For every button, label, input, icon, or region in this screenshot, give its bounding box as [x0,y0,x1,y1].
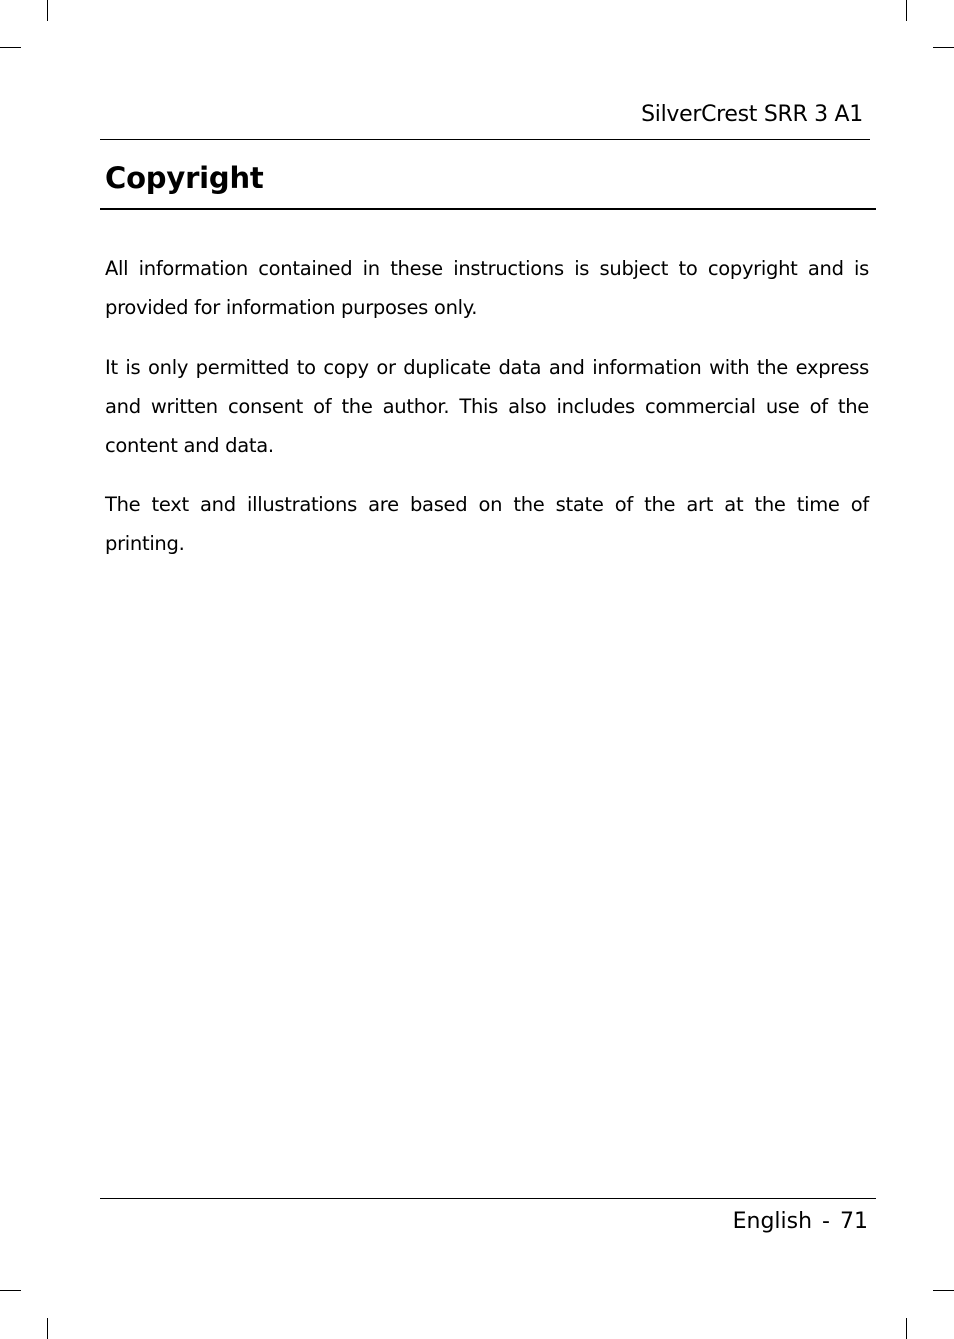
paragraph-permission: It is only permitted to copy or duplicate data and information with the express and written consent of the author. This also includes commercial use of the content and data. [105,356,869,457]
footer-language: English [732,1209,813,1234]
page-number: 71 [840,1209,868,1234]
crop-mark-bottom-right-v [906,1318,907,1339]
crop-mark-top-right-v [906,0,907,21]
page-title: Copyright [105,161,264,195]
running-header-product: SilverCrest SRR 3 A1 [641,102,863,127]
footer-rule [100,1198,876,1199]
crop-mark-top-right-h [933,47,954,48]
page-footer [733,1207,868,1237]
paragraph-copyright-notice: All information contained in these instructions is subject to copyright and is provided for information purposes only. [105,257,869,319]
crop-mark-top-left-h [0,47,21,48]
title-rule [100,208,876,210]
crop-mark-top-left-v [47,0,48,21]
crop-mark-bottom-left-v [47,1318,48,1339]
footer-separator: - [822,1209,830,1234]
paragraph-state-of-art: The text and illustrations are based on the state of the art at the time of printing. [105,493,869,555]
crop-mark-bottom-left-h [0,1290,21,1291]
header-rule [100,139,870,140]
crop-mark-bottom-right-h [933,1290,954,1291]
